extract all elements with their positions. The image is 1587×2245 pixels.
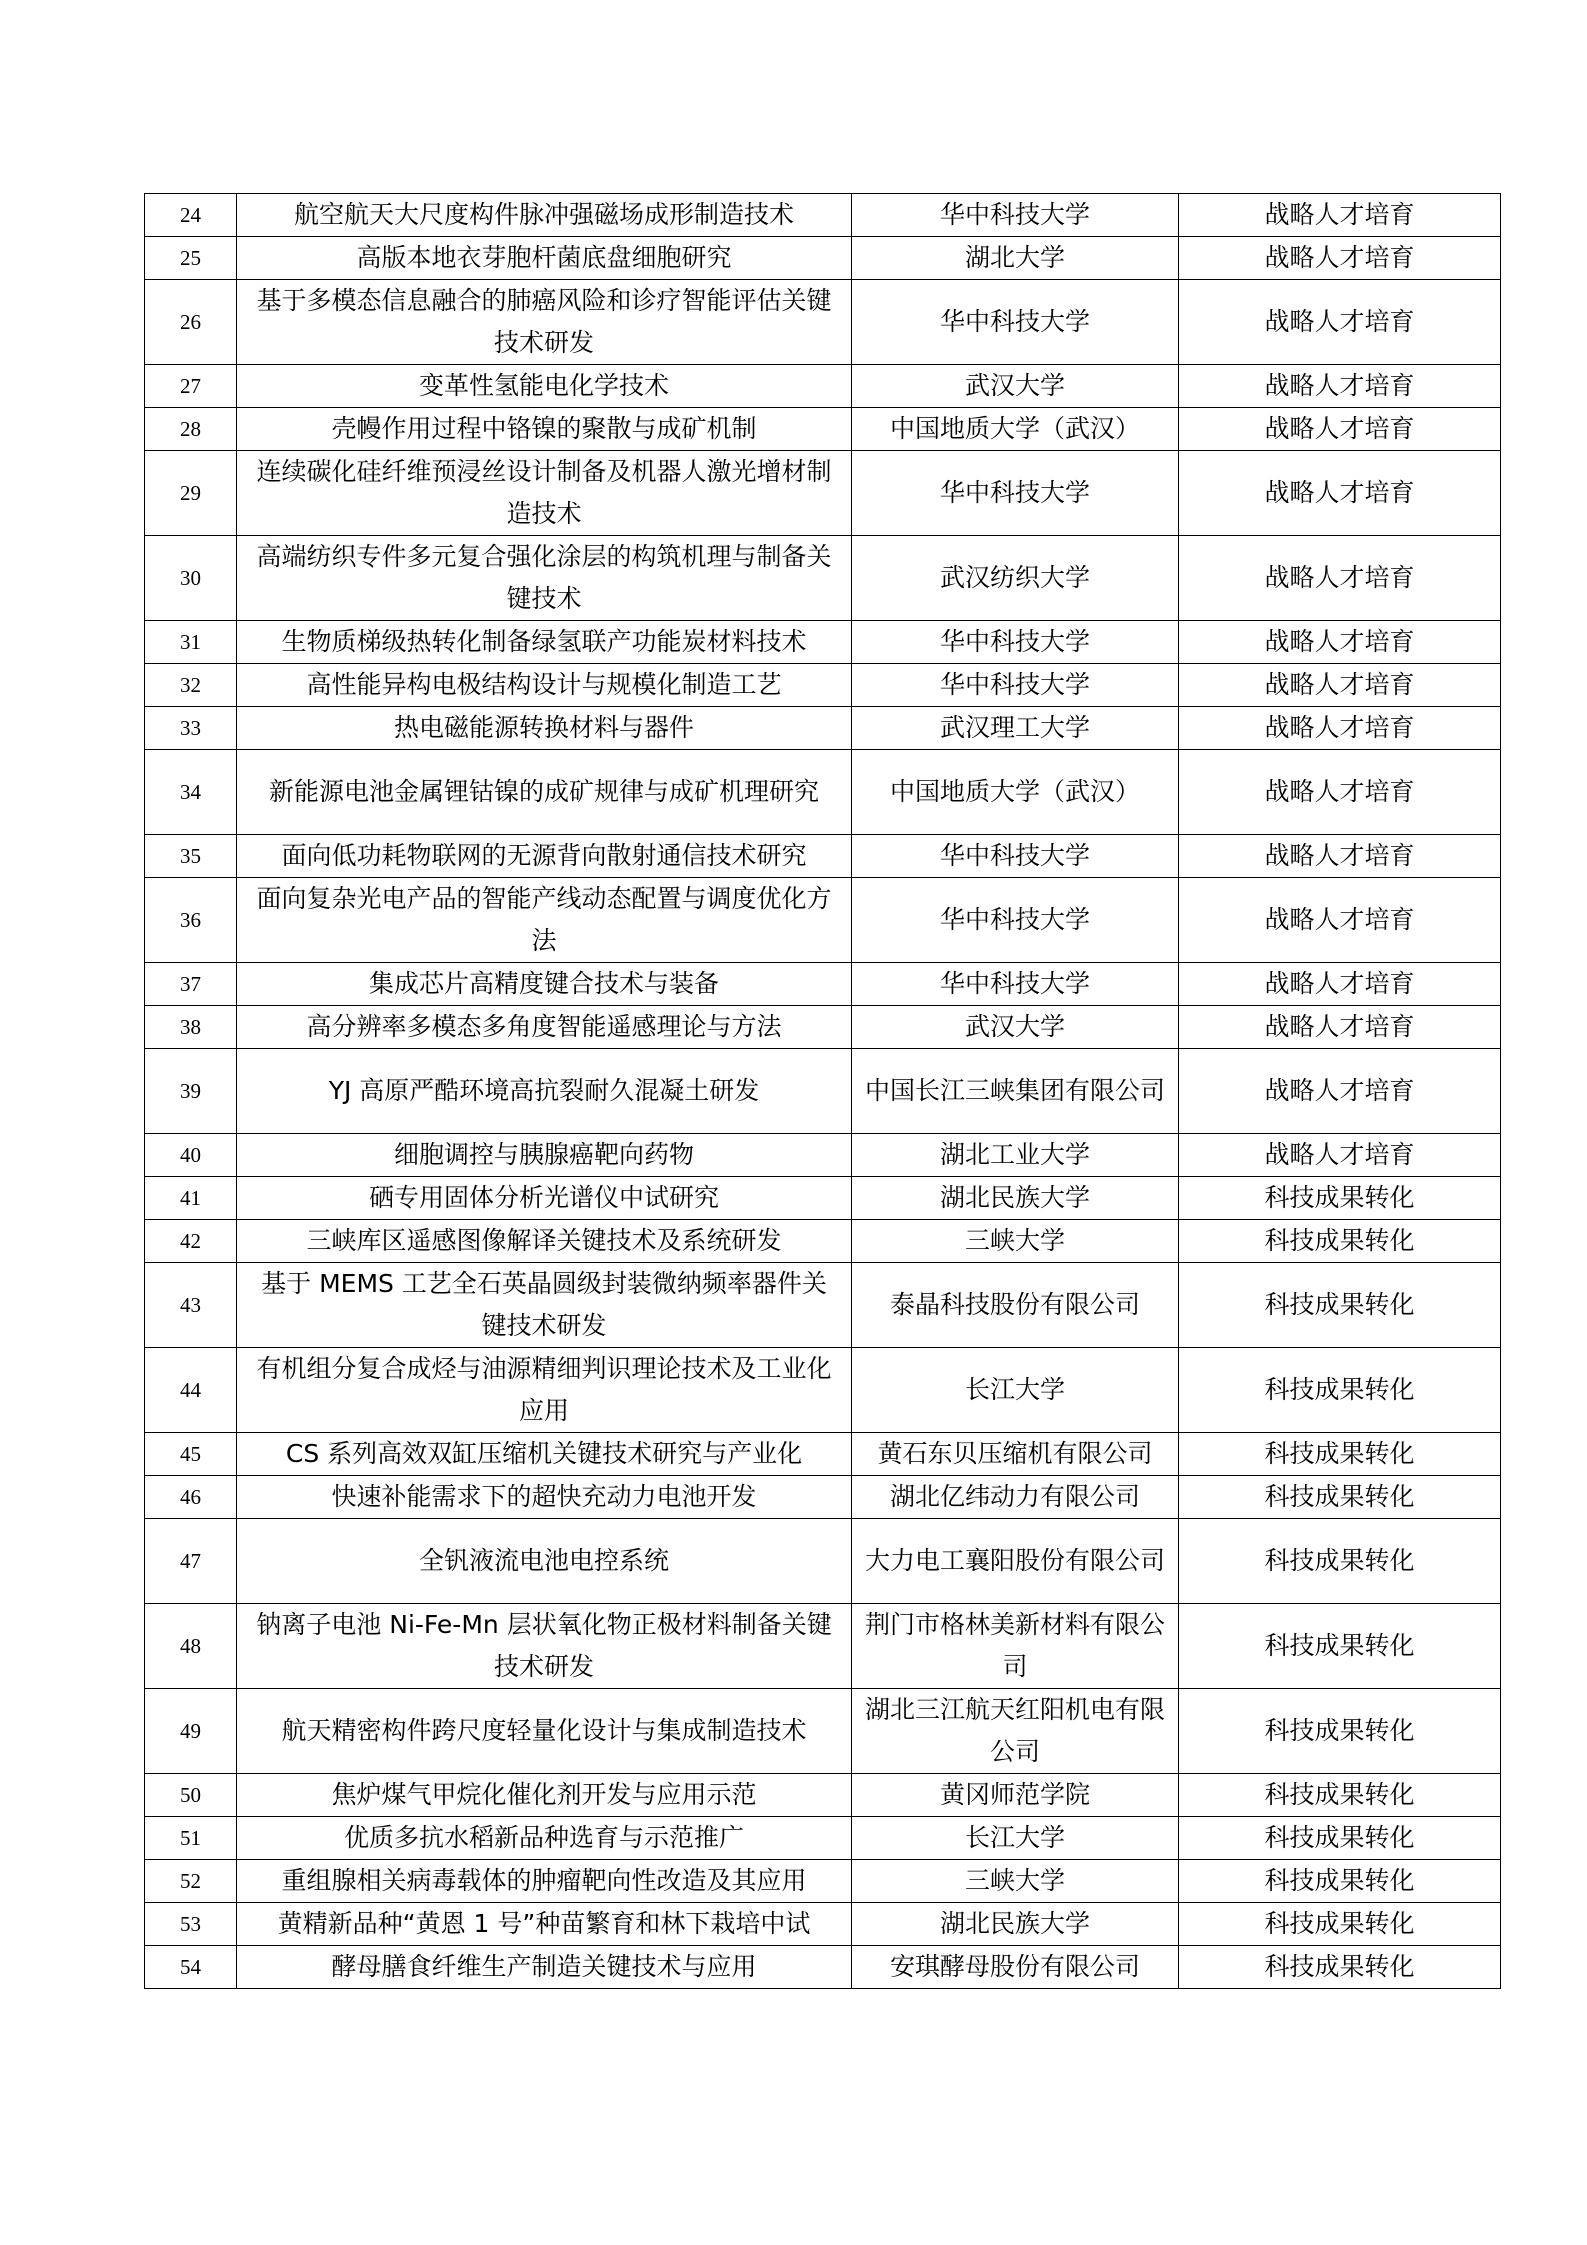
undertaking-unit: 湖北民族大学 [852, 1903, 1179, 1946]
undertaking-unit: 三峡大学 [852, 1220, 1179, 1263]
table-row [145, 194, 1501, 237]
row-number: 33 [145, 707, 237, 750]
undertaking-unit: 华中科技大学 [852, 835, 1179, 878]
project-title: 高版本地衣芽胞杆菌底盘细胞研究 [237, 237, 852, 280]
project-title: 三峡库区遥感图像解译关键技术及系统研发 [237, 1220, 852, 1263]
table-row [145, 707, 1501, 750]
undertaking-unit: 湖北大学 [852, 237, 1179, 280]
row-number: 44 [145, 1348, 237, 1433]
table-row [145, 1220, 1501, 1263]
row-number: 43 [145, 1263, 237, 1348]
project-table [144, 193, 1501, 1989]
undertaking-unit: 武汉理工大学 [852, 707, 1179, 750]
project-category: 战略人才培育 [1179, 365, 1501, 408]
project-title: 生物质梯级热转化制备绿氢联产功能炭材料技术 [237, 621, 852, 664]
row-number: 35 [145, 835, 237, 878]
row-number: 24 [145, 194, 237, 237]
row-number: 40 [145, 1134, 237, 1177]
undertaking-unit: 华中科技大学 [852, 963, 1179, 1006]
table-row [145, 1903, 1501, 1946]
undertaking-unit: 华中科技大学 [852, 621, 1179, 664]
project-category: 战略人才培育 [1179, 750, 1501, 835]
row-number: 30 [145, 536, 237, 621]
undertaking-unit: 泰晶科技股份有限公司 [852, 1263, 1179, 1348]
project-category: 战略人才培育 [1179, 707, 1501, 750]
table-row [145, 1817, 1501, 1860]
project-category: 战略人才培育 [1179, 621, 1501, 664]
undertaking-unit: 长江大学 [852, 1817, 1179, 1860]
project-category: 战略人才培育 [1179, 1049, 1501, 1134]
undertaking-unit: 中国地质大学（武汉） [852, 750, 1179, 835]
project-category: 战略人才培育 [1179, 194, 1501, 237]
table-row [145, 621, 1501, 664]
project-title: 航天精密构件跨尺度轻量化设计与集成制造技术 [237, 1689, 852, 1774]
project-category: 科技成果转化 [1179, 1689, 1501, 1774]
project-category: 科技成果转化 [1179, 1519, 1501, 1604]
undertaking-unit: 荆门市格林美新材料有限公司 [852, 1604, 1179, 1689]
project-category: 战略人才培育 [1179, 408, 1501, 451]
project-category: 战略人才培育 [1179, 664, 1501, 707]
row-number: 54 [145, 1946, 237, 1989]
project-category: 科技成果转化 [1179, 1860, 1501, 1903]
project-title: 壳幔作用过程中铬镍的聚散与成矿机制 [237, 408, 852, 451]
undertaking-unit: 湖北亿纬动力有限公司 [852, 1476, 1179, 1519]
project-category: 战略人才培育 [1179, 1006, 1501, 1049]
undertaking-unit: 黄石东贝压缩机有限公司 [852, 1433, 1179, 1476]
table-row [145, 1049, 1501, 1134]
undertaking-unit: 中国长江三峡集团有限公司 [852, 1049, 1179, 1134]
project-title: 面向复杂光电产品的智能产线动态配置与调度优化方法 [237, 878, 852, 963]
project-category: 科技成果转化 [1179, 1946, 1501, 1989]
table-row [145, 1689, 1501, 1774]
table-row [145, 750, 1501, 835]
table-row [145, 1519, 1501, 1604]
project-title: 新能源电池金属锂钴镍的成矿规律与成矿机理研究 [237, 750, 852, 835]
undertaking-unit: 湖北三江航天红阳机电有限公司 [852, 1689, 1179, 1774]
project-title: 面向低功耗物联网的无源背向散射通信技术研究 [237, 835, 852, 878]
row-number: 49 [145, 1689, 237, 1774]
undertaking-unit: 大力电工襄阳股份有限公司 [852, 1519, 1179, 1604]
row-number: 28 [145, 408, 237, 451]
project-title: 焦炉煤气甲烷化催化剂开发与应用示范 [237, 1774, 852, 1817]
row-number: 36 [145, 878, 237, 963]
row-number: 52 [145, 1860, 237, 1903]
undertaking-unit: 华中科技大学 [852, 194, 1179, 237]
table-row [145, 280, 1501, 365]
project-title: 快速补能需求下的超快充动力电池开发 [237, 1476, 852, 1519]
row-number: 50 [145, 1774, 237, 1817]
project-title: 高性能异构电极结构设计与规模化制造工艺 [237, 664, 852, 707]
project-title: 航空航天大尺度构件脉冲强磁场成形制造技术 [237, 194, 852, 237]
row-number: 45 [145, 1433, 237, 1476]
table-row [145, 408, 1501, 451]
row-number: 38 [145, 1006, 237, 1049]
undertaking-unit: 武汉纺织大学 [852, 536, 1179, 621]
project-title: 集成芯片高精度键合技术与装备 [237, 963, 852, 1006]
project-title: 细胞调控与胰腺癌靶向药物 [237, 1134, 852, 1177]
project-category: 战略人才培育 [1179, 835, 1501, 878]
table-row [145, 1177, 1501, 1220]
project-category: 战略人才培育 [1179, 451, 1501, 536]
table-row [145, 835, 1501, 878]
project-category: 战略人才培育 [1179, 878, 1501, 963]
row-number: 25 [145, 237, 237, 280]
row-number: 41 [145, 1177, 237, 1220]
project-category: 战略人才培育 [1179, 237, 1501, 280]
undertaking-unit: 华中科技大学 [852, 280, 1179, 365]
table-row [145, 1006, 1501, 1049]
project-title: 连续碳化硅纤维预浸丝设计制备及机器人激光增材制造技术 [237, 451, 852, 536]
project-title: YJ 高原严酷环境高抗裂耐久混凝土研发 [237, 1049, 852, 1134]
project-category: 战略人才培育 [1179, 280, 1501, 365]
project-category: 科技成果转化 [1179, 1348, 1501, 1433]
row-number: 51 [145, 1817, 237, 1860]
table-row [145, 1433, 1501, 1476]
table-row [145, 1348, 1501, 1433]
table-row [145, 664, 1501, 707]
undertaking-unit: 长江大学 [852, 1348, 1179, 1433]
project-category: 科技成果转化 [1179, 1220, 1501, 1263]
row-number: 53 [145, 1903, 237, 1946]
project-category: 科技成果转化 [1179, 1263, 1501, 1348]
project-title: 基于 MEMS 工艺全石英晶圆级封装微纳频率器件关键技术研发 [237, 1263, 852, 1348]
project-title: 酵母膳食纤维生产制造关键技术与应用 [237, 1946, 852, 1989]
row-number: 34 [145, 750, 237, 835]
project-title: 硒专用固体分析光谱仪中试研究 [237, 1177, 852, 1220]
undertaking-unit: 武汉大学 [852, 1006, 1179, 1049]
project-title: CS 系列高效双缸压缩机关键技术研究与产业化 [237, 1433, 852, 1476]
undertaking-unit: 三峡大学 [852, 1860, 1179, 1903]
project-category: 科技成果转化 [1179, 1433, 1501, 1476]
undertaking-unit: 武汉大学 [852, 365, 1179, 408]
row-number: 39 [145, 1049, 237, 1134]
row-number: 27 [145, 365, 237, 408]
project-category: 科技成果转化 [1179, 1774, 1501, 1817]
project-title: 有机组分复合成烃与油源精细判识理论技术及工业化应用 [237, 1348, 852, 1433]
undertaking-unit: 华中科技大学 [852, 878, 1179, 963]
row-number: 42 [145, 1220, 237, 1263]
table-row [145, 451, 1501, 536]
project-category: 科技成果转化 [1179, 1604, 1501, 1689]
project-category: 科技成果转化 [1179, 1476, 1501, 1519]
table-row [145, 1134, 1501, 1177]
undertaking-unit: 湖北工业大学 [852, 1134, 1179, 1177]
project-category: 科技成果转化 [1179, 1817, 1501, 1860]
table-row [145, 1774, 1501, 1817]
undertaking-unit: 黄冈师范学院 [852, 1774, 1179, 1817]
row-number: 29 [145, 451, 237, 536]
table-row [145, 1476, 1501, 1519]
project-title: 黄精新品种“黄恩 1 号”种苗繁育和林下栽培中试 [237, 1903, 852, 1946]
project-title: 变革性氢能电化学技术 [237, 365, 852, 408]
row-number: 46 [145, 1476, 237, 1519]
project-title: 钠离子电池 Ni-Fe-Mn 层状氧化物正极材料制备关键技术研发 [237, 1604, 852, 1689]
row-number: 37 [145, 963, 237, 1006]
project-category: 战略人才培育 [1179, 536, 1501, 621]
row-number: 47 [145, 1519, 237, 1604]
project-table-body [145, 194, 1501, 1989]
table-row [145, 536, 1501, 621]
project-title: 优质多抗水稻新品种选育与示范推广 [237, 1817, 852, 1860]
table-row [145, 237, 1501, 280]
table-row [145, 878, 1501, 963]
undertaking-unit: 中国地质大学（武汉） [852, 408, 1179, 451]
undertaking-unit: 华中科技大学 [852, 451, 1179, 536]
row-number: 32 [145, 664, 237, 707]
undertaking-unit: 华中科技大学 [852, 664, 1179, 707]
project-category: 战略人才培育 [1179, 1134, 1501, 1177]
project-category: 战略人才培育 [1179, 963, 1501, 1006]
project-title: 高端纺织专件多元复合强化涂层的构筑机理与制备关键技术 [237, 536, 852, 621]
project-title: 热电磁能源转换材料与器件 [237, 707, 852, 750]
row-number: 31 [145, 621, 237, 664]
project-title: 重组腺相关病毒载体的肿瘤靶向性改造及其应用 [237, 1860, 852, 1903]
undertaking-unit: 安琪酵母股份有限公司 [852, 1946, 1179, 1989]
table-row [145, 963, 1501, 1006]
project-category: 科技成果转化 [1179, 1177, 1501, 1220]
project-title: 全钒液流电池电控系统 [237, 1519, 852, 1604]
project-category: 科技成果转化 [1179, 1903, 1501, 1946]
table-row [145, 1860, 1501, 1903]
table-row [145, 1604, 1501, 1689]
project-title: 高分辨率多模态多角度智能遥感理论与方法 [237, 1006, 852, 1049]
table-row [145, 1263, 1501, 1348]
undertaking-unit: 湖北民族大学 [852, 1177, 1179, 1220]
table-row [145, 1946, 1501, 1989]
row-number: 26 [145, 280, 237, 365]
row-number: 48 [145, 1604, 237, 1689]
project-title: 基于多模态信息融合的肺癌风险和诊疗智能评估关键技术研发 [237, 280, 852, 365]
table-row [145, 365, 1501, 408]
